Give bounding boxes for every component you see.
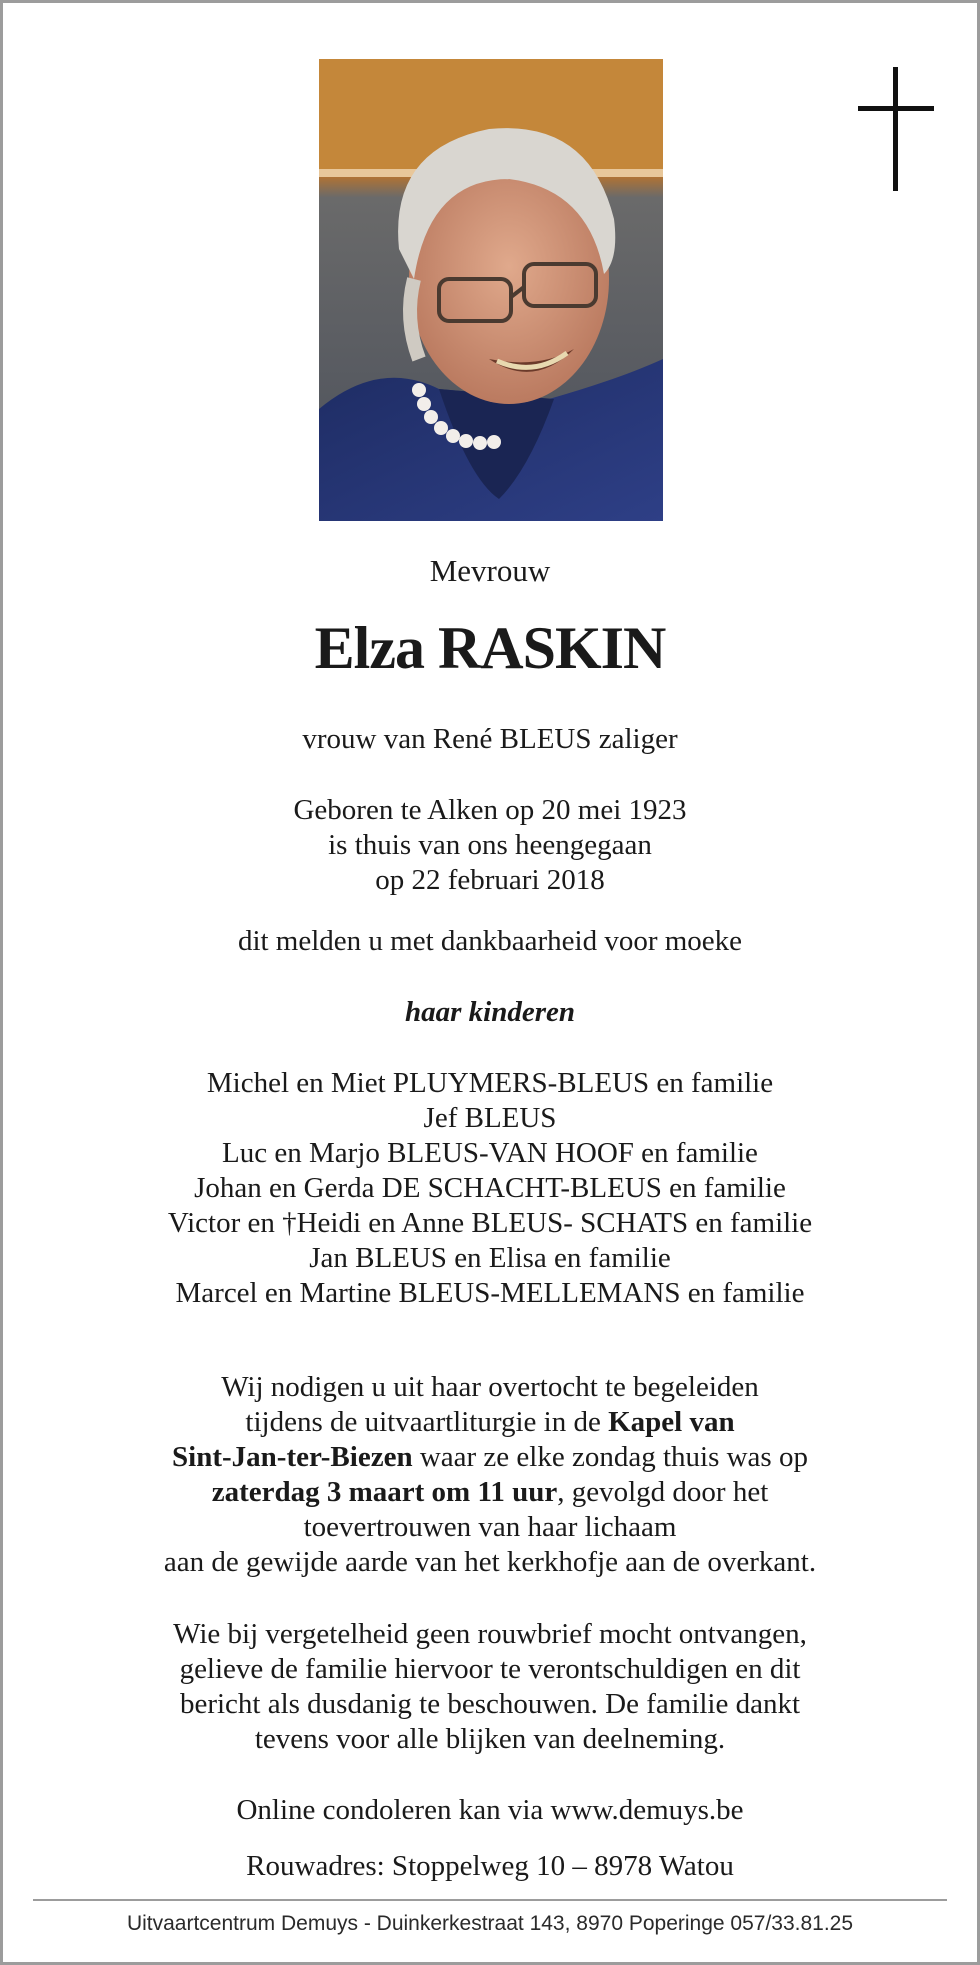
chapel-name-part-1: Kapel van: [608, 1406, 735, 1438]
invite-line-3: [3, 1440, 977, 1475]
born-line-1: Geboren te Alken op 20 mei 1923: [293, 794, 687, 826]
mourning-address: Rouwadres: Stoppelweg 10 – 8978 Watou: [246, 1850, 734, 1882]
child-line: Jan BLEUS en Elisa en familie: [309, 1242, 671, 1274]
cross-icon: [858, 67, 934, 191]
invite-line-2: [3, 1405, 977, 1440]
child-line: Luc en Marjo BLEUS-VAN HOOF en familie: [222, 1137, 758, 1169]
invite-text: , gevolgd door het: [557, 1476, 769, 1508]
deceased-name: Elza RASKIN: [314, 615, 666, 681]
invite-text: tijdens de uitvaartliturgie in de: [245, 1406, 609, 1438]
invitation-block: [3, 1370, 977, 1580]
invite-line-4: [3, 1475, 977, 1510]
birth-death-block: [3, 793, 977, 898]
child-line: Jef BLEUS: [423, 1102, 557, 1134]
born-line-3: op 22 februari 2018: [375, 864, 605, 896]
notice-line: bericht als dusdanig te beschouwen. De familie dankt: [179, 1688, 801, 1720]
funeral-date: zaterdag 3 maart om 11 uur: [211, 1476, 558, 1508]
invite-line-5: toevertrouwen van haar lichaam: [303, 1511, 677, 1543]
born-line-2: is thuis van ons heengegaan: [328, 829, 652, 861]
child-line: Marcel en Martine BLEUS-MELLEMANS en familie: [175, 1277, 805, 1309]
child-line: Johan en Gerda DE SCHACHT-BLEUS en familie: [194, 1172, 786, 1204]
notice-line: tevens voor alle blijken van deelneming.: [254, 1723, 726, 1755]
footer-divider: [33, 1899, 947, 1901]
online-condolence: Online condoleren kan via www.demuys.be: [236, 1794, 744, 1826]
funeral-home-footer: Uitvaartcentrum Demuys - Duinkerkestraat 143, 8970 Poperinge 057/33.81.25: [126, 1912, 854, 1935]
invite-line-6: aan de gewijde aarde van het kerkhofje aan de overkant.: [163, 1546, 817, 1578]
notice-block: [3, 1617, 977, 1757]
salutation: Mevrouw: [429, 553, 551, 588]
portrait-photo: [319, 59, 663, 521]
children-list: [3, 1066, 977, 1311]
invite-line-1: Wij nodigen u uit haar overtocht te begeleiden: [221, 1371, 759, 1403]
children-heading: haar kinderen: [404, 996, 575, 1028]
child-line: Victor en †Heidi en Anne BLEUS- SCHATS en familie: [167, 1207, 813, 1239]
announcement: dit melden u met dankbaarheid voor moeke: [237, 925, 743, 957]
child-line: Michel en Miet PLUYMERS-BLEUS en familie: [206, 1067, 774, 1099]
spouse-line: vrouw van René BLEUS zaliger: [302, 723, 678, 755]
chapel-name-part-2: Sint-Jan-ter-Biezen: [172, 1441, 413, 1473]
notice-line: gelieve de familie hiervoor te verontschuldigen en dit: [179, 1653, 801, 1685]
invite-text: waar ze elke zondag thuis was op: [412, 1441, 808, 1473]
notice-line: Wie bij vergetelheid geen rouwbrief mocht ontvangen,: [173, 1618, 807, 1650]
